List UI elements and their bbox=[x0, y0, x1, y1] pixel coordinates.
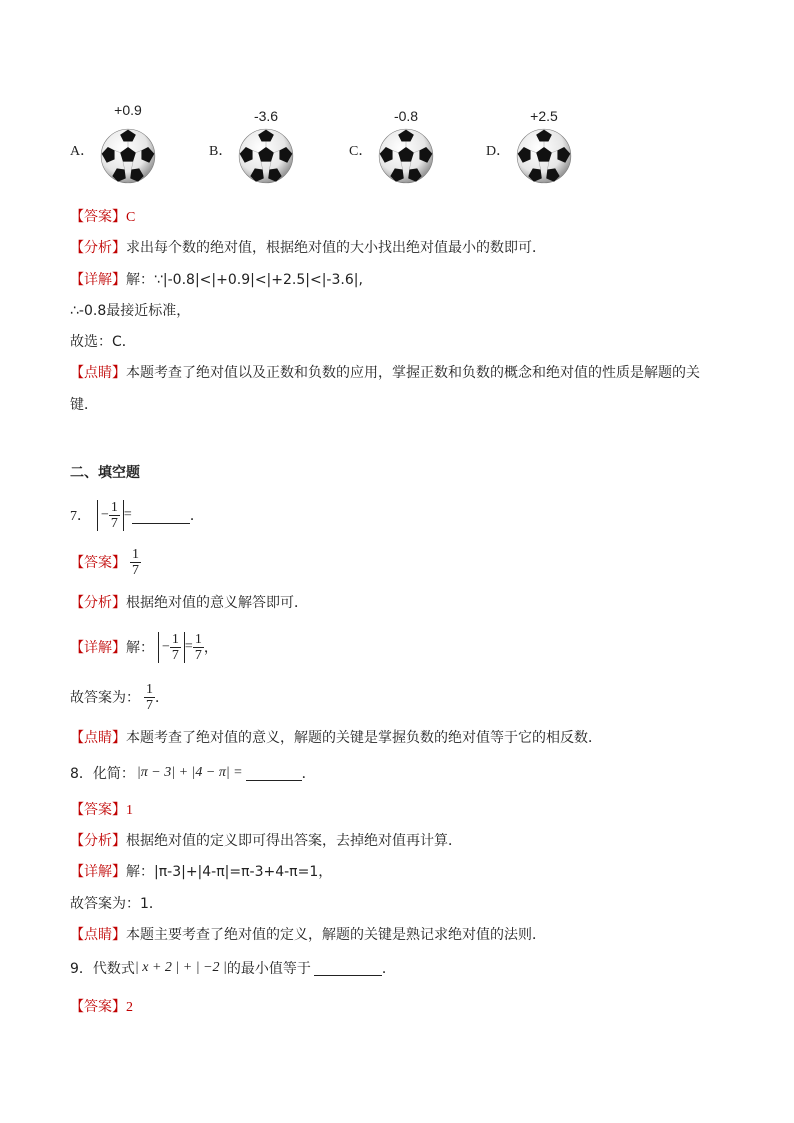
option-label: B． bbox=[209, 144, 233, 159]
analysis-tag: 【分析】 bbox=[70, 595, 126, 611]
q8-comment-line bbox=[70, 924, 546, 944]
answer-tag: 【答案】 bbox=[70, 802, 126, 818]
q9-end: ． bbox=[381, 961, 396, 977]
q6-analysis-line bbox=[70, 237, 546, 257]
q9-question bbox=[70, 958, 396, 978]
q9-expression: | x + 2 | + | −2 | bbox=[134, 960, 227, 975]
q7-number: 7． bbox=[70, 509, 91, 524]
ball-value: +2.5 bbox=[530, 108, 558, 124]
frac-den: 7 bbox=[171, 647, 179, 663]
detail-text: 解：∵|-0.8|<|+0.9|<|+2.5|<|-3.6|, bbox=[126, 272, 363, 288]
detail-text: 解：|π-3|+|4-π|=π-3+4-π=1， bbox=[126, 864, 333, 880]
comment-text: 本题考查了绝对值的意义，解题的关键是掌握负数的绝对值等于它的相反数． bbox=[126, 730, 602, 746]
q8-final: 故答案为：1． bbox=[70, 896, 163, 912]
frac-den: 7 bbox=[194, 647, 202, 663]
q6-line3: 故选：C． bbox=[70, 334, 136, 350]
q8-analysis-line bbox=[70, 830, 462, 850]
q9-answer-line bbox=[70, 996, 133, 1016]
frac-num: 1 bbox=[146, 681, 153, 697]
answer-tag: 【答案】 bbox=[70, 999, 126, 1015]
option-label: C． bbox=[349, 144, 373, 159]
detail-tag: 【详解】 bbox=[70, 640, 126, 656]
soccer-ball-icon bbox=[100, 128, 156, 184]
frac-num: 1 bbox=[194, 631, 202, 647]
q6-comment-cont: 键． bbox=[70, 397, 98, 413]
q8-expression: |π − 3| + |4 − π| = bbox=[136, 765, 243, 780]
q6-comment-line bbox=[70, 362, 700, 382]
q8-answer-line bbox=[70, 799, 133, 819]
equals: = bbox=[184, 639, 193, 654]
q6-line2: ∴-0.8最接近标准， bbox=[70, 303, 191, 319]
q9-blank bbox=[314, 960, 382, 976]
q7-frac-den: 7 bbox=[110, 515, 118, 531]
soccer-ball-icon bbox=[238, 128, 294, 184]
comment-text: 本题考查了绝对值以及正数和负数的应用，掌握正数和负数的概念和绝对值的性质是解题的关 bbox=[126, 365, 700, 381]
q7-detail-line bbox=[70, 627, 218, 667]
q7-ans-den: 7 bbox=[132, 562, 139, 578]
analysis-tag: 【分析】 bbox=[70, 240, 126, 256]
final-pre: 故答案为： bbox=[70, 690, 140, 706]
soccer-ball-icon bbox=[516, 128, 572, 184]
ball-value: -3.6 bbox=[253, 108, 279, 124]
frac-num: 1 bbox=[171, 631, 179, 647]
q8-question bbox=[70, 763, 316, 783]
q9-suffix: 的最小值等于 bbox=[226, 961, 311, 977]
answer-value: C bbox=[126, 210, 136, 225]
q8-number: 8．化简： bbox=[70, 766, 135, 782]
q7-answer-line bbox=[70, 542, 141, 582]
analysis-tag: 【分析】 bbox=[70, 833, 126, 849]
comment-text: 本题主要考查了绝对值的定义，解题的关键是熟记求绝对值的法则． bbox=[126, 927, 546, 943]
q8-detail-line bbox=[70, 861, 332, 881]
comment-tag: 【点睛】 bbox=[70, 927, 126, 943]
minus-sign: − bbox=[162, 639, 170, 654]
answer-tag: 【答案】 bbox=[70, 209, 126, 225]
section-title: 二、填空题 bbox=[70, 465, 140, 481]
detail-tag: 【详解】 bbox=[70, 272, 126, 288]
q7-question bbox=[70, 495, 204, 535]
q7-comment-line bbox=[70, 727, 602, 747]
option-label: D． bbox=[486, 144, 511, 159]
q6-answer-line bbox=[70, 206, 135, 226]
q9-number: 9．代数式 bbox=[70, 961, 135, 977]
q7-end: ． bbox=[189, 509, 204, 524]
answer-value: 2 bbox=[126, 1000, 133, 1015]
period: ． bbox=[155, 690, 169, 706]
option-label: A． bbox=[70, 144, 95, 159]
q7-frac-num: 1 bbox=[110, 499, 118, 515]
detail-pre: 解： bbox=[126, 640, 154, 656]
q8-blank bbox=[246, 765, 302, 781]
q7-final-line bbox=[70, 677, 169, 717]
analysis-text: 根据绝对值的定义即可得出答案，去掉绝对值再计算． bbox=[126, 833, 462, 849]
q7-equals: = bbox=[123, 507, 132, 522]
analysis-text: 根据绝对值的意义解答即可． bbox=[126, 595, 308, 611]
answer-tag: 【答案】 bbox=[70, 555, 126, 571]
q7-detail-abs bbox=[158, 632, 185, 663]
detail-tag: 【详解】 bbox=[70, 864, 126, 880]
analysis-text: 求出每个数的绝对值，根据绝对值的大小找出绝对值最小的数即可． bbox=[126, 240, 546, 256]
answer-value: 1 bbox=[126, 803, 133, 818]
ball-value: -0.8 bbox=[393, 108, 419, 124]
q7-analysis-line bbox=[70, 592, 308, 612]
comma: ， bbox=[203, 640, 218, 656]
comment-tag: 【点睛】 bbox=[70, 365, 126, 381]
q7-blank bbox=[132, 507, 190, 524]
frac-den: 7 bbox=[146, 697, 153, 713]
comment-tag: 【点睛】 bbox=[70, 730, 126, 746]
soccer-ball-icon bbox=[378, 128, 434, 184]
q8-end: ． bbox=[301, 766, 316, 782]
ball-value: +0.9 bbox=[114, 102, 142, 118]
q7-ans-num: 1 bbox=[132, 546, 139, 562]
q6-detail-line bbox=[70, 269, 363, 289]
q7-minus: − bbox=[101, 507, 109, 522]
q7-abs-expr bbox=[97, 500, 124, 531]
